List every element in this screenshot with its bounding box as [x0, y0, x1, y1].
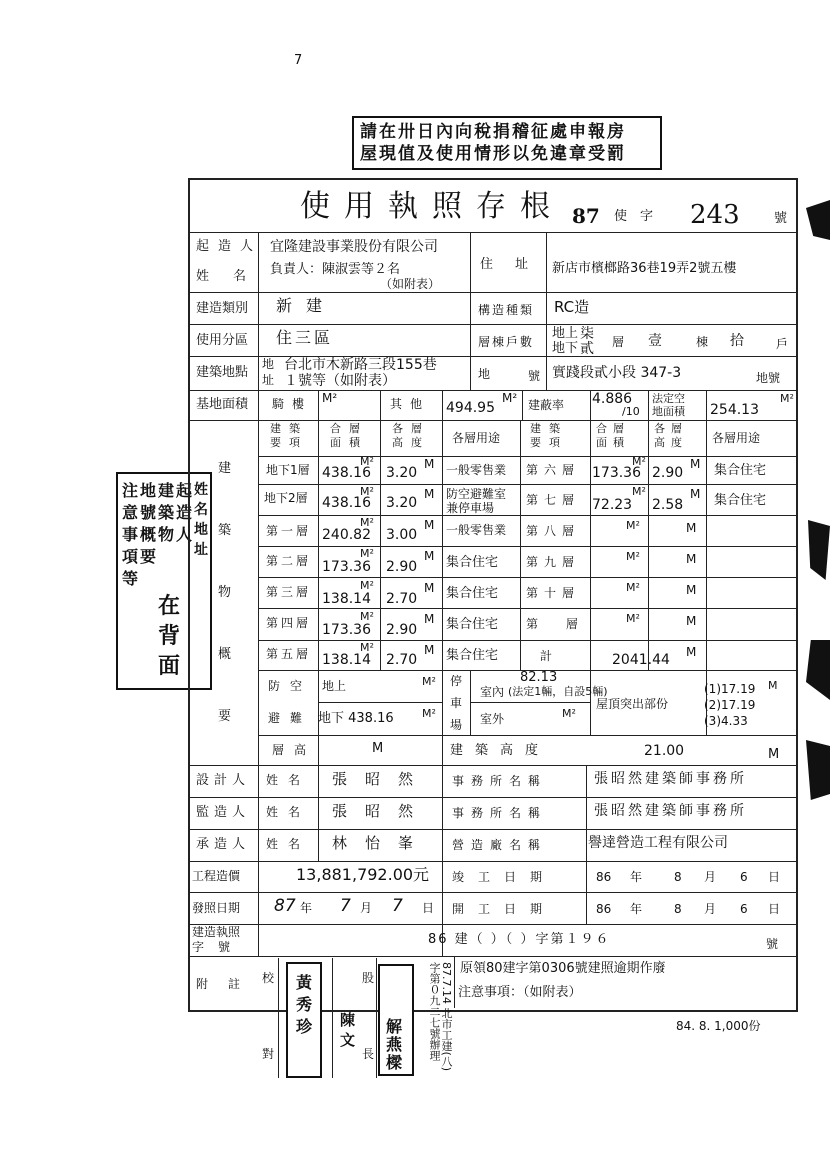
floor-area: 173.36	[592, 465, 641, 481]
floor-height: 3.20	[386, 465, 418, 481]
month-char: 月	[360, 901, 373, 915]
structure-label: 構造種類	[478, 303, 535, 317]
height-unit: M	[686, 614, 697, 628]
month-char: 月	[704, 870, 717, 884]
parking-indoor: 室內	[480, 685, 505, 699]
char-word: 字	[640, 209, 654, 224]
designer-name: 張昭然	[332, 770, 432, 788]
floor-name: 第六層	[526, 463, 581, 477]
floor-height: 2.70	[386, 652, 418, 668]
supervisor-name: 張昭然	[332, 802, 432, 820]
floor-area: 72.23	[592, 497, 633, 513]
sign-dui: 對	[262, 1047, 275, 1061]
lot-value: 實踐段貳小段 347-3	[552, 365, 682, 381]
floor-height: 2.90	[386, 622, 418, 638]
overview-char: 建	[218, 461, 232, 476]
hao-word: 號	[774, 211, 788, 226]
form-title: 使用執照存根	[300, 189, 564, 224]
col-head-item: 要項	[530, 436, 568, 449]
col-head-use: 各層用途	[452, 431, 501, 445]
supervisor-label: 監造人	[196, 805, 251, 820]
roof-unit: M	[768, 679, 778, 692]
area-unit: M²	[626, 581, 640, 594]
col-head-item: 要項	[270, 436, 308, 449]
site-loc1: 地	[262, 357, 275, 371]
issue-month: 7	[340, 896, 351, 916]
supervisor-office: 張昭然建築師事務所	[594, 803, 747, 819]
zone-value: 住三區	[276, 328, 334, 347]
completion-label: 竣工日期	[452, 870, 557, 884]
side-col-5: 姓名地址	[194, 482, 208, 558]
area-unit: M²	[632, 485, 646, 498]
floor-height: 3.00	[386, 527, 418, 543]
col-head-area: 合層	[596, 422, 630, 435]
permit-label-1: 建造執照	[192, 925, 241, 939]
col-head-use: 各層用途	[712, 431, 761, 445]
day-char: 日	[768, 870, 781, 884]
col-head-area: 合層	[330, 422, 368, 435]
area-unit: M²	[360, 455, 374, 468]
coverage-den: /10	[622, 405, 640, 418]
lot-suffix: 地號	[756, 371, 781, 385]
floor-name: 地下1層	[266, 463, 310, 477]
floor-name: 第九層	[526, 555, 581, 569]
area-unit: M²	[360, 547, 374, 560]
floor-area: 138.14	[322, 591, 371, 607]
tax-notice-stamp	[352, 116, 662, 170]
height-unit: M	[424, 487, 435, 501]
edge-fragment	[806, 640, 830, 700]
area-unit: M²	[632, 455, 646, 468]
floors-ceng: 層	[612, 335, 625, 349]
floor-name: 第二層	[266, 554, 312, 568]
open-label-2: 地面積	[652, 405, 685, 418]
seal-stamp-3	[378, 964, 414, 1076]
contractor-name-label: 姓名	[266, 837, 311, 851]
address-label: 住址	[480, 257, 551, 272]
edge-fragment	[808, 520, 830, 580]
designer-label: 設計人	[196, 773, 251, 788]
contractor-label: 承造人	[196, 837, 251, 852]
completion-month: 8	[674, 870, 682, 884]
edge-fragment	[806, 740, 830, 800]
building-height-unit: M	[768, 747, 780, 762]
floor-name: 第 層	[526, 617, 590, 631]
owner-attach: （如附表）	[380, 277, 441, 291]
open-label-1: 法定空	[652, 392, 685, 405]
floor-use: 集合住宅	[714, 463, 767, 478]
day-char: 日	[422, 901, 435, 915]
shelter-above-unit: M²	[422, 675, 436, 688]
height-unit: M	[690, 487, 701, 501]
other-label: 其他	[390, 397, 431, 411]
seal-text-2: 陳文	[340, 1011, 356, 1049]
floor-use: 集合住宅	[446, 555, 499, 570]
col-head-item: 建築	[270, 422, 308, 435]
permit-label-2: 字號	[192, 940, 245, 954]
remark-label: 附註	[196, 977, 261, 991]
contractor-firm: 譽達營造工程有限公司	[588, 835, 728, 851]
print-run: 84. 8. 1,000份	[676, 1019, 761, 1033]
lot-label-2: 號	[528, 369, 541, 383]
shelter-above: 地上	[322, 679, 347, 693]
area-unit: M²	[626, 550, 640, 563]
edge-fragment	[806, 200, 830, 240]
start-year: 86	[596, 902, 612, 916]
total-label: 計	[540, 649, 553, 663]
floor-use: 集合住宅	[446, 586, 499, 601]
remark-line-1: 原領80建字第0306號建照逾期作廢	[460, 961, 666, 976]
parking-indoor-value: 82.13	[520, 670, 558, 685]
notice-line-2: 屋現值及使用情形以免違章受罰	[360, 144, 626, 164]
floor-height: 2.90	[652, 465, 684, 481]
height-unit: M	[686, 583, 697, 597]
site-value-1: 台北市木新路三段155巷	[284, 357, 437, 373]
address-value: 新店市檳榔路36巷19弄2號五樓	[552, 261, 737, 276]
shelter-below: 地下 438.16	[318, 711, 394, 726]
start-month: 8	[674, 902, 682, 916]
other-unit: M²	[502, 391, 518, 405]
supervisor-office-label: 事務所名稱	[452, 806, 548, 820]
col-head-area: 面積	[330, 436, 368, 449]
open-value: 254.13	[710, 402, 759, 418]
page-mark: 7	[294, 53, 303, 68]
side-col-3: 建築物	[158, 481, 175, 544]
year-char: 年	[630, 870, 643, 884]
parking-indoor-note: (法定1輛，自設5輛)	[508, 685, 608, 698]
site-loc2: 址	[262, 373, 275, 387]
owner-rep: 負責人：陳淑雲等２名	[270, 262, 401, 277]
month-char: 月	[704, 902, 717, 916]
structure-value: RC造	[554, 298, 590, 316]
other-value: 494.95	[446, 400, 495, 416]
cert-word: 使	[614, 209, 628, 224]
side-col-4: 起造人	[176, 481, 193, 544]
floor-use: 集合住宅	[714, 493, 767, 508]
floor-use: 一般零售業	[446, 463, 507, 477]
shelter-label-1: 防空	[268, 679, 313, 693]
floor-name: 第七層	[526, 493, 581, 507]
shelter-below-unit: M²	[422, 707, 436, 720]
floor-height: 2.90	[386, 559, 418, 575]
seal-text: 解燕樑	[386, 1017, 403, 1072]
seal-stamp-1	[286, 962, 322, 1078]
floor-name: 第三層	[266, 585, 312, 599]
parking-outdoor: 室外	[480, 712, 505, 726]
designer-office: 張昭然建築師事務所	[594, 771, 747, 787]
floors-up-value: 柒	[580, 326, 594, 342]
col-head-height: 各層	[654, 422, 688, 435]
arcade-unit: M²	[322, 391, 338, 405]
floor-use: 集合住宅	[446, 617, 499, 632]
area-unit: M²	[360, 579, 374, 592]
area-unit: M²	[626, 519, 640, 532]
zone-label: 使用分區	[196, 333, 249, 348]
open-unit: M²	[780, 392, 794, 405]
height-unit: M	[424, 643, 435, 657]
height-unit: M	[690, 457, 701, 471]
designer-name-label: 姓名	[266, 773, 311, 787]
building-height-label: 建築高度	[450, 743, 551, 758]
contractor-firm-label: 營造廠名稱	[452, 838, 548, 852]
floor-area: 173.36	[322, 622, 371, 638]
year-char: 年	[630, 902, 643, 916]
permit-year: 87	[572, 204, 600, 228]
cost-label: 工程造價	[192, 869, 241, 883]
build-type-value: 新建	[276, 296, 337, 315]
overview-char: 物	[218, 585, 232, 600]
floor-area: 240.82	[322, 527, 371, 543]
floor-name: 第一層	[266, 524, 312, 538]
floors-down-label: 地下	[552, 341, 579, 356]
issue-label: 發照日期	[192, 901, 241, 915]
area-unit: M²	[360, 610, 374, 623]
floor-name: 地下2層	[264, 491, 308, 505]
floor-use: 一般零售業	[446, 523, 507, 537]
floors-label: 層棟戶數	[478, 335, 535, 349]
col-head-height: 高度	[392, 436, 430, 449]
overview-char: 築	[218, 523, 232, 538]
col-head-height: 高度	[654, 436, 688, 449]
col-head-item: 建築	[530, 422, 568, 435]
side-col-2: 地號概要	[140, 481, 157, 566]
height-unit: M	[686, 521, 697, 535]
cost-value: 13,881,792.00元	[296, 865, 430, 884]
lot-label-1: 地	[478, 367, 491, 381]
parking-label: 停	[450, 674, 463, 688]
floors-up-label: 地上	[552, 326, 579, 341]
side-col-1: 注意事項等	[122, 481, 139, 588]
designer-office-label: 事務所名稱	[452, 774, 548, 788]
contractor-name: 林怡峯	[332, 834, 432, 852]
col-head-area: 面積	[596, 436, 630, 449]
owner-company: 宜隆建設事業股份有限公司	[270, 239, 438, 255]
area-unit: M²	[626, 612, 640, 625]
parking-label: 車	[450, 696, 463, 710]
roof-value-1: (1)17.19	[704, 682, 756, 696]
area-label: 基地面積	[196, 397, 249, 412]
floors-households: 拾	[730, 333, 744, 349]
height-unit: M	[686, 552, 697, 566]
coverage-label: 建蔽率	[528, 398, 565, 412]
coverage-value: 4.886	[592, 391, 633, 407]
floors-hu: 戶	[776, 337, 789, 351]
year-char: 年	[300, 901, 313, 915]
col-head-height: 各層	[392, 422, 430, 435]
height-unit: M	[424, 549, 435, 563]
sign-ke: 股	[362, 971, 375, 985]
day-char: 日	[768, 902, 781, 916]
overview-char: 概	[218, 647, 232, 662]
owner-label: 起造人	[196, 239, 263, 254]
supervisor-name-label: 姓名	[266, 805, 311, 819]
overview-char: 要	[218, 709, 232, 724]
notice-line-1: 請在卅日內向稅捐稽征處申報房	[360, 122, 626, 142]
date-stamp: 87.7.14 北市工建(八) 字第０九二七號辦理	[428, 962, 453, 1072]
floor-name: 第五層	[266, 647, 312, 661]
height-unit: M	[424, 581, 435, 595]
side-tail: 在背面	[158, 594, 181, 679]
floor-name: 第四層	[266, 616, 312, 630]
story-height-label: 層高	[272, 743, 317, 757]
remark-line-2: 注意事項：（如附表）	[458, 985, 582, 1000]
arcade-label: 騎樓	[272, 397, 313, 411]
parking-label: 場	[450, 718, 463, 732]
story-height-unit: M	[372, 741, 384, 756]
floor-area: 173.36	[322, 559, 371, 575]
height-unit: M	[424, 518, 435, 532]
building-height-value: 21.00	[644, 743, 685, 759]
area-unit: M²	[360, 485, 374, 498]
floor-height: 2.70	[386, 591, 418, 607]
seal-text: 黃秀珍	[296, 973, 313, 1036]
roof-label: 屋頂突出部份	[596, 697, 669, 711]
completion-day: 6	[740, 870, 748, 884]
start-label: 開工日期	[452, 902, 557, 916]
floors-down-value: 貳	[580, 341, 594, 357]
total-value: 2041.44	[612, 652, 670, 668]
height-unit: M	[686, 645, 697, 659]
build-type-label: 建造類別	[196, 301, 249, 316]
completion-year: 86	[596, 870, 612, 884]
permit-value: 86 建（ ）（ ）字第１９６	[428, 932, 611, 947]
issue-year: 87	[274, 896, 296, 916]
roof-value-2: (2)17.19	[704, 698, 756, 712]
floor-name: 第八層	[526, 524, 581, 538]
floor-use: 集合住宅	[446, 648, 499, 663]
floor-height: 2.58	[652, 497, 684, 513]
area-unit: M²	[360, 516, 374, 529]
shelter-label-2: 避難	[268, 711, 313, 725]
sign-jiao: 校	[262, 971, 275, 985]
floors-dong: 棟	[696, 335, 709, 349]
site-value-2: １號等（如附表）	[284, 373, 396, 389]
height-unit: M	[424, 457, 435, 471]
floor-use: 防空避難室 兼停車場	[446, 487, 507, 515]
floor-height: 3.20	[386, 495, 418, 511]
parking-outdoor-unit: M²	[562, 707, 576, 720]
floor-name: 第十層	[526, 586, 581, 600]
start-day: 6	[740, 902, 748, 916]
floors-one: 壹	[648, 333, 662, 349]
floor-area: 438.16	[322, 495, 371, 511]
area-unit: M²	[360, 641, 374, 654]
site-label: 建築地點	[196, 365, 249, 380]
owner-name-label: 姓名	[196, 269, 271, 284]
permit-hao: 號	[766, 937, 779, 951]
sign-zhang: 長	[362, 1047, 375, 1061]
height-unit: M	[424, 612, 435, 626]
issue-day: 7	[392, 896, 403, 916]
roof-value-3: (3)4.33	[704, 714, 748, 728]
permit-number: 243	[690, 200, 740, 230]
floor-area: 138.14	[322, 652, 371, 668]
floor-area: 438.16	[322, 465, 371, 481]
